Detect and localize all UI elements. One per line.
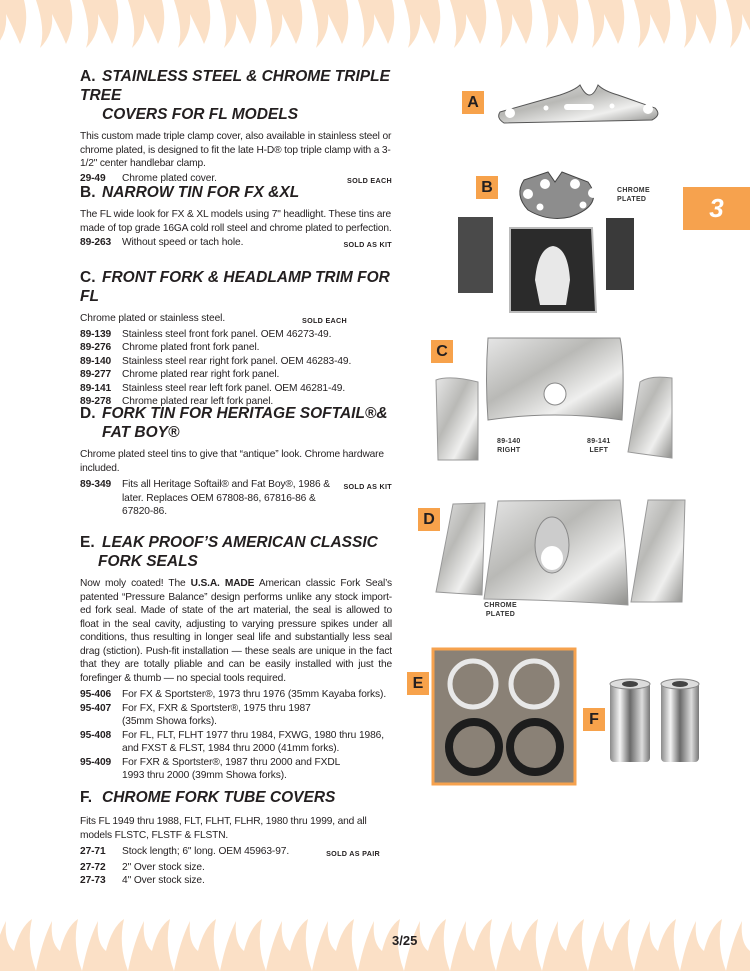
figure-badge-a: A	[462, 91, 484, 114]
flame-shape	[726, 919, 750, 971]
part-row: 89-140 Stainless steel rear right fork panel. OEM 46283-49.	[80, 355, 352, 367]
flame-shape	[36, 919, 82, 971]
part-row: 89-277 Chrome plated rear right fork panel.	[80, 369, 280, 380]
flame-shape	[174, 919, 220, 971]
part-row: 89-276 Chrome plated front fork panel.	[80, 342, 260, 353]
part-row: 27-72 2" Over stock size.	[80, 861, 205, 873]
flame-shape	[680, 919, 726, 971]
flame-border-bottom	[0, 912, 750, 971]
caption-d-chrome-plated: CHROME PLATED	[484, 602, 517, 618]
flame-shape	[266, 919, 312, 971]
figure-badge-e: E	[407, 672, 429, 695]
figure-badge-c: C	[431, 340, 453, 363]
flame-shape	[496, 919, 542, 971]
part-row: 89-278 Chrome plated rear left fork panel.	[80, 396, 274, 407]
section-e-title: E. LEAK PROOF’S AMERICAN CLASSIC FORK SEALS	[80, 534, 378, 570]
part-row: 89-139 Stainless steel front fork panel. OEM 46273-49.	[80, 328, 332, 340]
page-number: 3/25	[392, 933, 418, 948]
part-row: 89-349 Fits all Heritage Softail® and Fat Boy®, 1986 & later. Replaces OEM 67808-86, 67816-86 & 67820-86. SOLD AS KIT	[80, 479, 392, 517]
caption-c-right: 89-140 RIGHT	[497, 438, 521, 454]
flame-shape	[542, 919, 588, 971]
figure-badge-f: F	[583, 708, 605, 731]
part-row: 95-407 For FX, FXR & Sportster®, 1975 thru 1987 (35mm Showa forks).	[80, 702, 311, 727]
part-row: 29-49 Chrome plated cover. SOLD EACH	[80, 172, 392, 185]
figure-badge-d: D	[418, 508, 440, 531]
part-row: 89-141 Stainless steel rear left fork panel. OEM 46281-49.	[80, 382, 346, 394]
section-c-title: C. FRONT FORK & HEADLAMP TRIM FOR FL	[80, 269, 390, 305]
part-row: 27-71 Stock length; 6" long. OEM 45963-97. SOLD AS PAIR	[80, 846, 380, 858]
part-row: 95-408 For FL, FLT, FLHT 1977 thru 1984, FXWG, 1980 thru 1986, and FXST & FLST, 1984 thru 2000 (41mm forks).	[80, 729, 384, 754]
photo-triple-tree-cover	[499, 85, 658, 123]
flame-shape	[0, 919, 36, 971]
flame-shape	[588, 919, 634, 971]
caption-b-chrome-plated: CHROME PLATED	[617, 187, 650, 203]
section-a-title: A. STAINLESS STEEL & CHROME TRIPLE TREE COVERS FOR FL MODELS	[80, 68, 390, 123]
flame-shape	[634, 919, 680, 971]
flame-shape	[220, 919, 266, 971]
section-b-title: B. NARROW TIN FOR FX &XL	[80, 184, 300, 201]
section-a-description: This custom made triple clamp cover, also available in stainless steel or chrome plated, is designed to fit the late H-D® top triple clamp with a 3-1/2" center handlebar clamp.	[80, 131, 392, 169]
figure-badge-b: B	[476, 176, 498, 199]
photo-fork-tube-covers	[610, 679, 699, 762]
part-row: 27-73 4" Over stock size.	[80, 875, 205, 886]
section-e-description: Now moly coated! The U.S.A. MADE American classic Fork Seal’s patented “Pressure Balance” design performs unlike any stock import-ed fork seal. Made of state of the art material, the seal is allowed to float in the seal cavity, adjusting to varying pressure spikes under all conditions, thus resulting in longer seal life and substantially less seal drag (stiction). Push-fit installation — these seals are unique in the fact that they are totally pliable and can be easily installed with just the forefinger & thumb — no special tools required.	[80, 578, 392, 684]
caption-c-left: 89-141 LEFT	[587, 438, 611, 454]
chapter-tab: 3	[683, 187, 750, 230]
flame-shape	[82, 919, 128, 971]
part-row: 95-406 For FX & Sportster®, 1973 thru 1976 (35mm Kayaba forks).	[80, 689, 387, 700]
part-row: 89-263 Without speed or tach hole. SOLD AS KIT	[80, 237, 392, 249]
photo-front-fork-trim	[436, 338, 672, 460]
section-b-description: The FL wide look for FX & XL models using 7" headlight. These tins are made of top grade 16GA cold roll steel and chrome plated to perfection.	[80, 209, 392, 234]
section-d-title: D. FORK TIN FOR HERITAGE SOFTAIL®& FAT BOY®	[80, 405, 388, 441]
photo-fork-seals	[433, 649, 575, 784]
flame-shape	[450, 919, 496, 971]
flame-shape	[128, 919, 174, 971]
flame-shape	[312, 919, 358, 971]
section-f-description: Fits FL 1949 thru 1988, FLT, FLHT, FLHR, 1980 thru 1999, and all models FLSTC, FLSTF & FLSTN.	[80, 816, 367, 841]
section-d-description: Chrome plated steel tins to give that “antique” look. Chrome hardware included.	[80, 449, 384, 474]
photo-heritage-fork-tin	[436, 500, 685, 605]
part-row: 95-409 For FXR & Sportster®, 1987 thru 2000 and FXDL 1993 thru 2000 (39mm Showa forks).	[80, 756, 340, 781]
section-f-title: F. CHROME FORK TUBE COVERS	[80, 789, 336, 806]
section-c-description: Chrome plated or stainless steel. SOLD EACH	[80, 313, 348, 325]
